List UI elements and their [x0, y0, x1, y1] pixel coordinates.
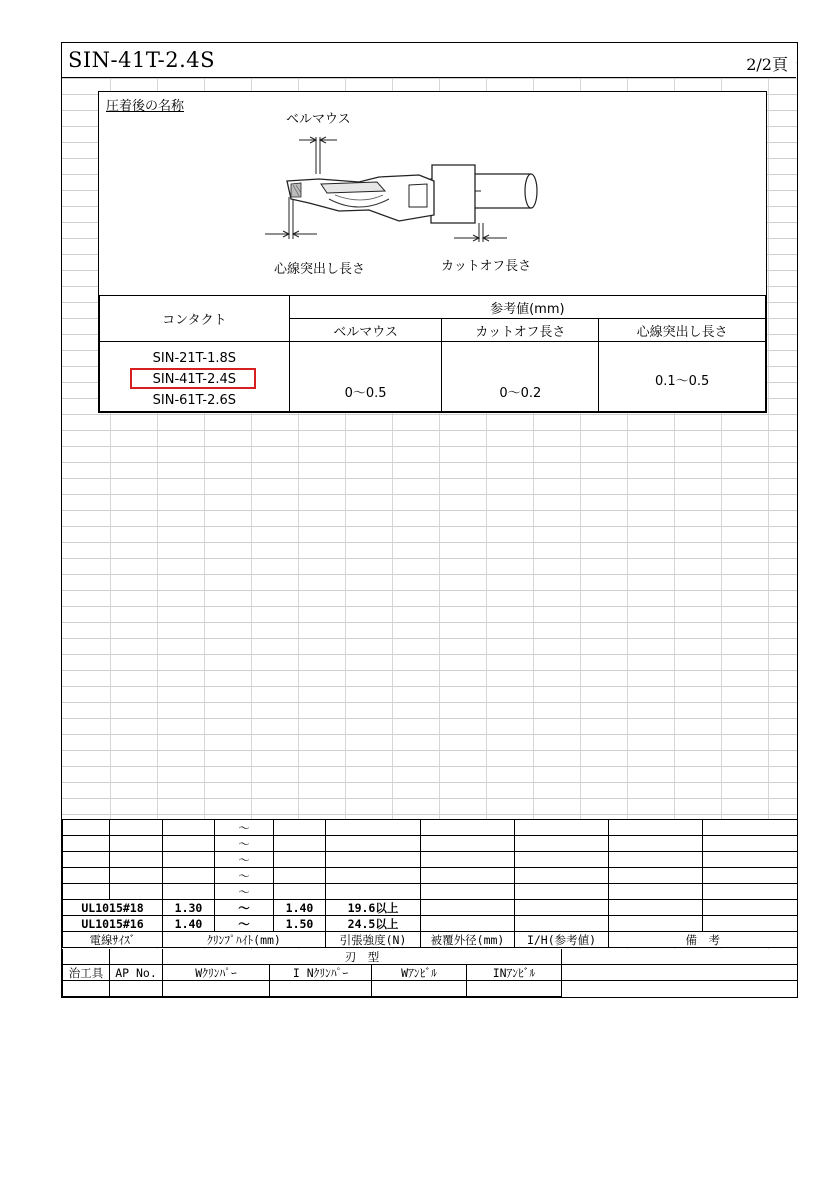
- tool-header: 治工具: [63, 965, 110, 981]
- tensile-strength: 19.6以上: [326, 900, 421, 916]
- reference-header: 参考値(mm): [289, 296, 765, 319]
- table-row: [63, 916, 797, 932]
- cutoff-value: 0～0.2: [442, 342, 599, 412]
- tilde: ～: [215, 868, 274, 884]
- crimp-height-header: ｸﾘﾝﾌﾟﾊｲﾄ(mm): [163, 932, 326, 948]
- bellmouth-value: 0～0.5: [289, 342, 442, 412]
- tooling-table: [62, 949, 797, 997]
- col-core: 心線突出し長さ: [599, 319, 766, 342]
- wire-size: UL1015#16: [63, 916, 163, 932]
- table-row: [63, 900, 797, 916]
- tensile-strength: 24.5以上: [326, 916, 421, 932]
- contact-name: SIN-61T-2.6S: [152, 393, 237, 408]
- crimp-max: 1.40: [274, 900, 326, 916]
- col-cutoff: カットオフ長さ: [442, 319, 599, 342]
- tilde: ～: [215, 900, 274, 916]
- remarks-header: 備 考: [609, 932, 797, 948]
- ih-header: I/H(参考値): [515, 932, 609, 948]
- wire-end: [525, 174, 537, 208]
- spreadsheet-page: [61, 42, 798, 998]
- tilde: ～: [215, 916, 274, 932]
- contact-name: SIN-21T-1.8S: [152, 351, 237, 366]
- in-anvil-header: INｱﾝﾋﾞﾙ: [467, 965, 562, 981]
- title-bar: [62, 43, 796, 78]
- tilde: ～: [215, 836, 274, 852]
- page-number: 2/2頁: [746, 55, 788, 74]
- ap-number-header: AP No.: [110, 965, 163, 981]
- w-crimper-header: Wｸﾘﾝﾊﾟｰ: [163, 965, 270, 981]
- wire-size: UL1015#18: [63, 900, 163, 916]
- insulation-barrel: [431, 165, 475, 223]
- reference-value-table: [99, 295, 766, 412]
- outer-diameter-header: 被覆外径(mm): [421, 932, 515, 948]
- col-bellmouth: ベルマウス: [289, 319, 442, 342]
- wire-size-header: 電線ｻｲｽﾞ: [63, 932, 163, 948]
- crimp-spec-box: [98, 91, 767, 413]
- tilde: ～: [215, 820, 274, 836]
- core-value: 0.1～0.5: [599, 342, 766, 412]
- crimped-terminal-diagram: [249, 127, 549, 257]
- header-row: [63, 932, 797, 948]
- bellmouth-label: ベルマウス: [286, 112, 351, 127]
- core-protrusion-label: 心線突出し長さ: [274, 262, 366, 277]
- tensile-header: 引張強度(N): [326, 932, 421, 948]
- contact-header: コンタクト: [100, 296, 290, 342]
- blade-header: 刃 型: [163, 949, 562, 965]
- crimp-min: 1.30: [163, 900, 215, 916]
- crimp-min: 1.40: [163, 916, 215, 932]
- section-label: 圧着後の名称: [106, 99, 185, 114]
- tilde: ～: [215, 852, 274, 868]
- highlight-box: [130, 368, 256, 389]
- signature-line: [722, 997, 798, 998]
- tilde: ～: [215, 884, 274, 900]
- document-title: SIN-41T-2.4S: [68, 48, 216, 72]
- crimp-spec-table: [62, 819, 797, 948]
- w-anvil-header: Wｱﾝﾋﾞﾙ: [372, 965, 467, 981]
- contact-name: SIN-41T-2.4S: [152, 372, 237, 387]
- crimp-max: 1.50: [274, 916, 326, 932]
- in-crimper-header: I Nｸﾘﾝﾊﾟｰ: [270, 965, 372, 981]
- cutoff-length-label: カットオフ長さ: [441, 259, 532, 274]
